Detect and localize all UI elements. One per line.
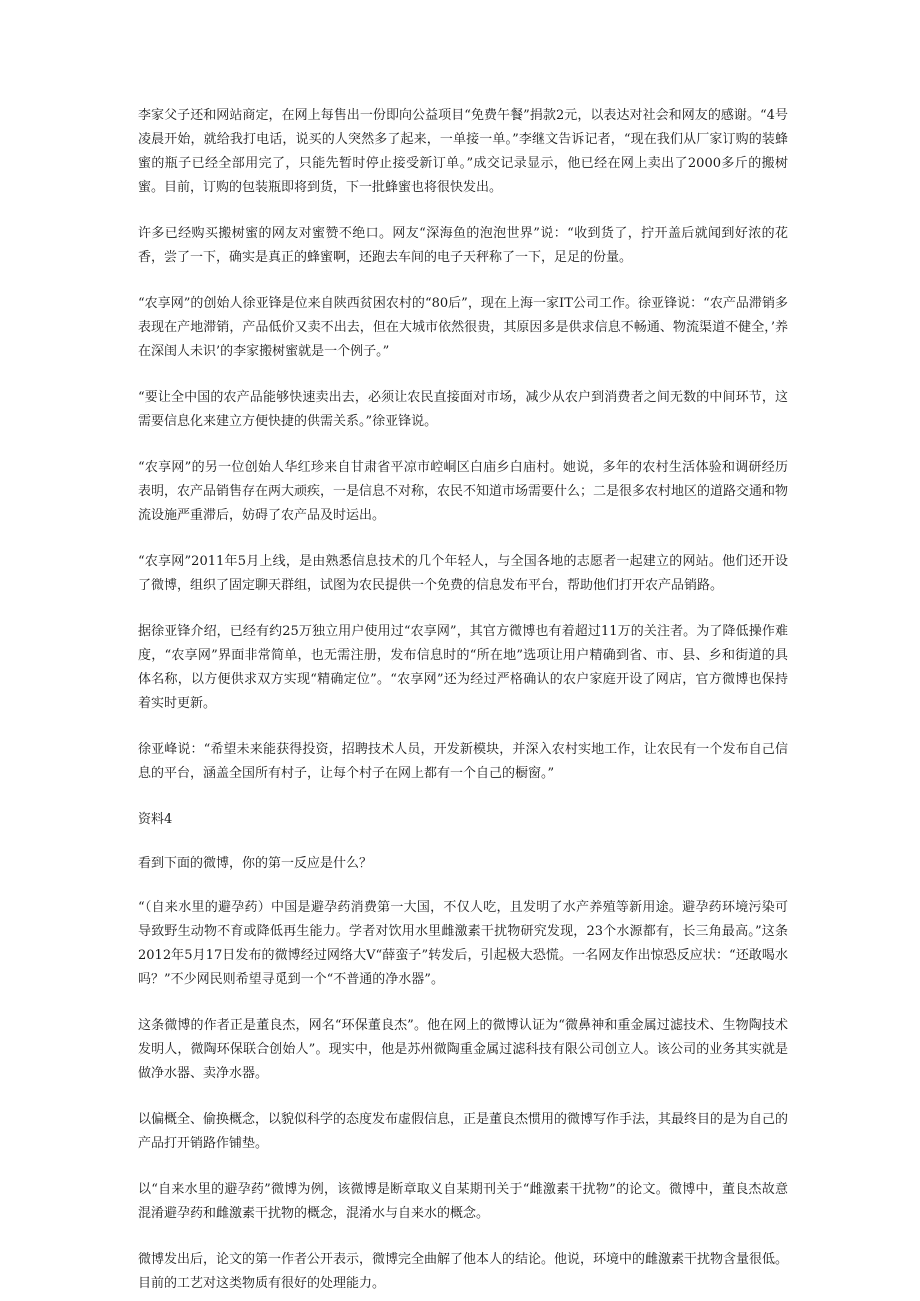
paragraph-market-access: “要让全中国的农产品能够快速卖出去，必须让农民直接面对市场，减少从农户到消费者之间无数的中间环节，这需要信息化来建立方便快捷的供需关系。”徐亚锋说。 (138, 390, 788, 429)
paragraph-author: 这条微博的作者正是董良杰，网名“环保董良杰”。他在网上的微博认证为“微鼻神和重金属过滤技术、生物陶技术发明人，微陶环保联合创始人”。现实中，他是苏州微陶重金属过滤科技有限公司创立人。该公司的业务其实就是做净水器、卖净水器。 (138, 1018, 788, 1081)
paragraph-users: 据徐亚锋介绍，已经有约25万独立用户使用过“农享网”，其官方微博也有着超过11万的关注者。为了降低操作难度，“农享网”界面非常简单，也无需注册，发布信息时的“所在地”选项让用户精确到省、市、县、乡和街道的具体名称，以方便供求双方实现“精确定位”。“农享网”还为经过严格确认的农户家庭开设了网店，官方微博也保持着实时更新。 (138, 624, 788, 711)
paragraph-founder-xu: “农享网”的创始人徐亚锋是位来自陕西贫困农村的“80后”，现在上海一家IT公司工作。徐亚锋说：“农产品滞销多表现在产地滞销，产品低价又卖不出去，但在大城市依然很贵，其原因多是供求信息不畅通、物流渠道不健全，’养在深闺人未识’的李家搬树蜜就是一个例子。” (138, 296, 788, 359)
paragraph-question: 看到下面的微博，你的第一反应是什么？ (138, 856, 373, 871)
paragraph-example: 以“自来水里的避孕药”微博为例，该微博是断章取义自某期刊关于“雌激素干扰物”的论文。微博中，董良杰故意混淆避孕药和雌激素干扰物的概念，混淆水与自来水的概念。 (138, 1182, 788, 1221)
paragraph-weibo-quote: “（自来水里的避孕药）中国是避孕药消费第一大国，不仅人吃，且发明了水产养殖等新用途。避孕药环境污染可导致野生动物不育或降低再生能力。学者对饮用水里雌激素干扰物研究发现，23个水源都有，长三角最高。”这条2012年5月17日发布的微博经过网络大V“薛蛮子”转发后，引起极大恐慌。一名网友作出惊恐反应状：“还敢喝水吗？”不少网民则希望寻觅到一个“不普通的净水器”。 (138, 900, 788, 987)
paragraph-method: 以偏概全、偷换概念，以貌似科学的态度发布虚假信息，正是董良杰惯用的微博写作手法，其最终目的是为自己的产品打开销路作铺垫。 (138, 1112, 789, 1151)
paragraph-founder-hua: “农享网”的另一位创始人华红珍来自甘肃省平凉市崆峒区白庙乡白庙村。她说，多年的农村生活体验和调研经历表明，农产品销售存在两大顽疾，一是信息不对称，农民不知道市场需要什么；二是很多农村地区的道路交通和物流设施严重滞后，妨碍了农产品及时运出。 (138, 460, 789, 523)
paragraph-rebuttal: 微博发出后，论文的第一作者公开表示，微博完全曲解了他本人的结论。他说，环境中的雌激素干扰物含量很低。目前的工艺对这类物质有很好的处理能力。 (138, 1252, 789, 1291)
paragraph-future: 徐亚峰说：“希望未来能获得投资，招聘技术人员，开发新模块，并深入农村实地工作，让农民有一个发布自己信息的平台，涵盖全国所有村子，让每个村子在网上都有一个自己的橱窗。” (138, 742, 788, 781)
paragraph-donation: 李家父子还和网站商定，在网上每售出一份即向公益项目“免费午餐”捐款2元，以表达对社会和网友的感谢。“4号凌晨开始，就给我打电话，说买的人突然多了起来，一单接一单。”李继文告诉记者，“现在我们从厂家订购的装蜂蜜的瓶子已经全部用完了，只能先暂时停止接受新订单。”成交记录显示，他已经在网上卖出了2000多斤的搬树蜜。目前，订购的包装瓶即将到货，下一批蜂蜜也将很快发出。 (138, 108, 788, 195)
paragraph-netizen-praise: 许多已经购买搬树蜜的网友对蜜赞不绝口。网友“深海鱼的泡泡世界”说：“收到货了，拧开盖后就闻到好浓的花香，尝了一下，确实是真正的蜂蜜啊，还跑去车间的电子天秤称了一下，足足的份量。 (138, 226, 788, 265)
section-heading-material-4: 资料4 (138, 812, 173, 827)
paragraph-site-launch: “农享网”2011年5月上线，是由熟悉信息技术的几个年轻人，与全国各地的志愿者一起建立的网站。他们还开设了微博，组织了固定聊天群组，试图为农民提供一个免费的信息发布平台，帮助他们打开农产品销路。 (138, 554, 788, 593)
